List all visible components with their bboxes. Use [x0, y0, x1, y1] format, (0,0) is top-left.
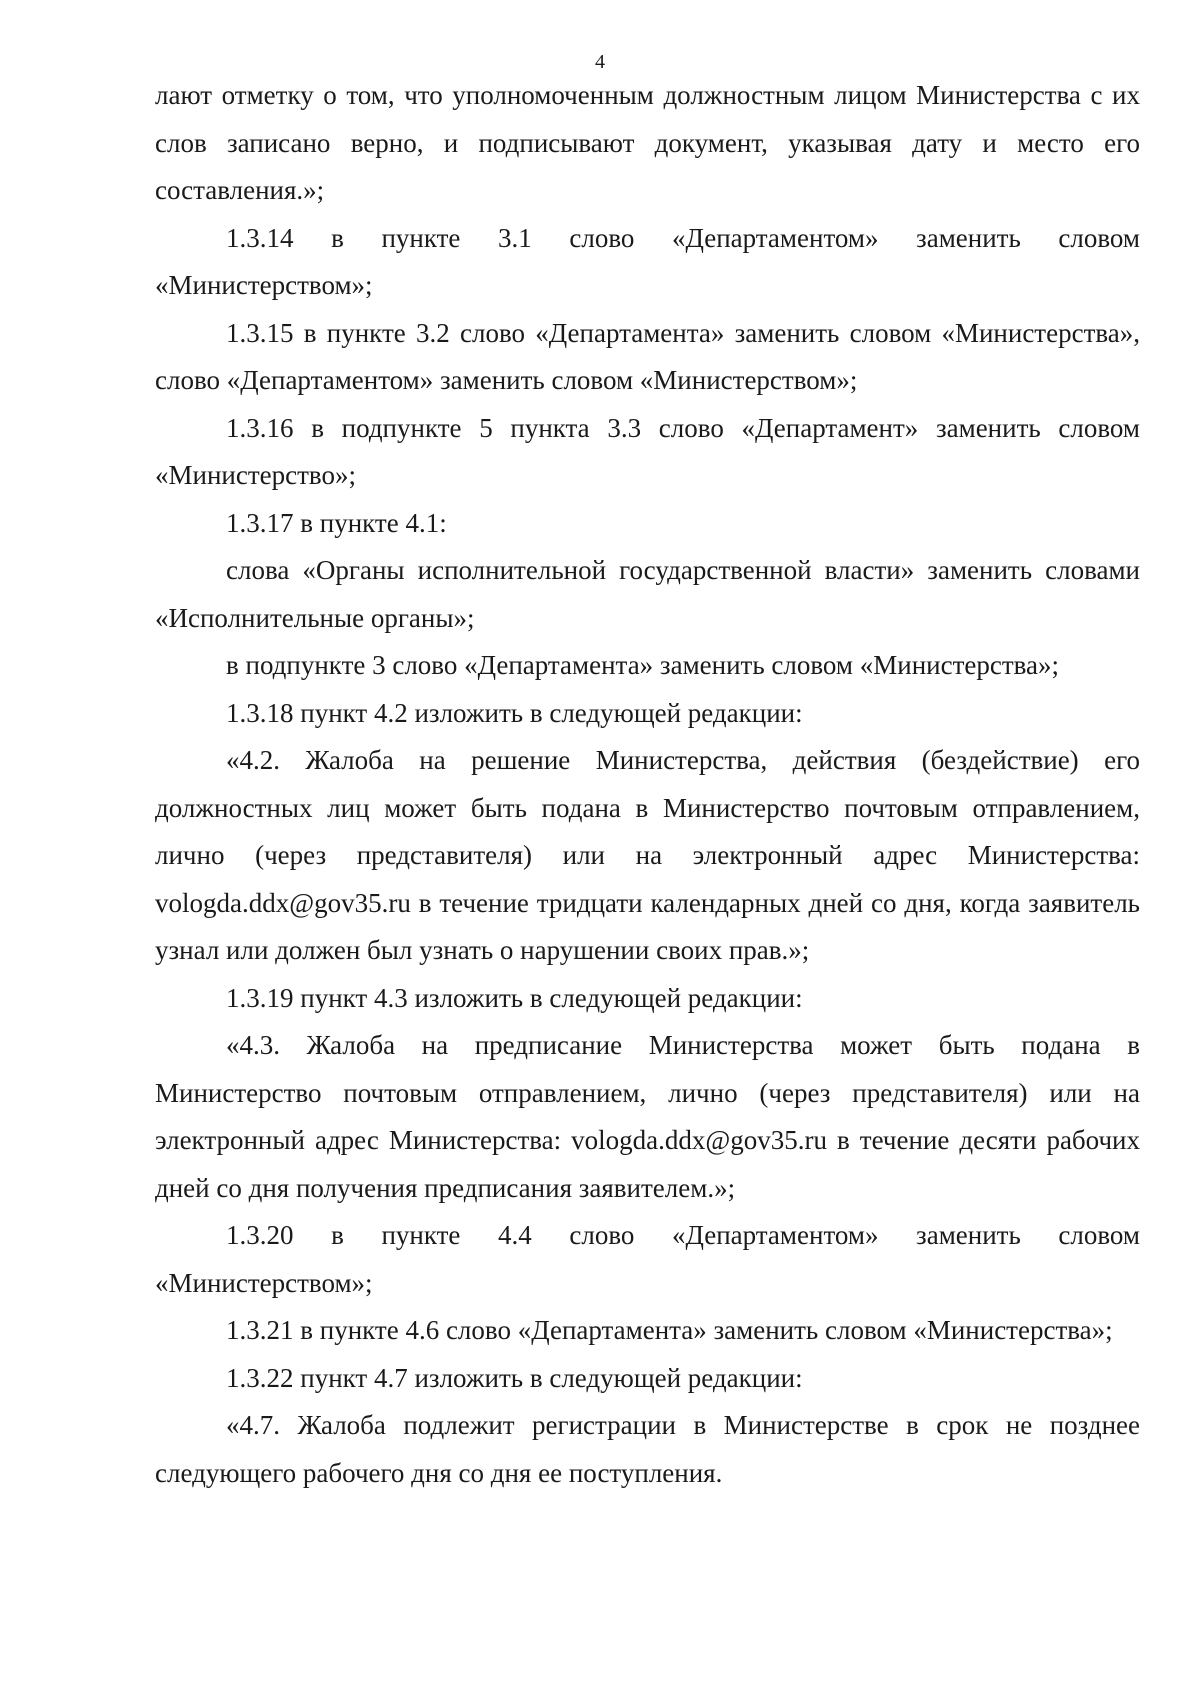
document-body — [155, 72, 1140, 1497]
paragraph-1-3-15: 1.3.15 в пункте 3.2 слово «Департамента» заменить словом «Министерства», слово «Департаментом» заменить словом «Министерством»; — [155, 317, 1140, 395]
page-number: 4 — [595, 51, 605, 73]
paragraph-1-3-16: 1.3.16 в подпункте 5 пункта 3.3 слово «Департамент» заменить словом «Министерство»; — [155, 412, 1140, 490]
paragraph-1-3-21: 1.3.21 в пункте 4.6 слово «Департамента» заменить словом «Министерства»; — [226, 1315, 1113, 1345]
paragraph-1-3-20: 1.3.20 в пункте 4.4 слово «Департаментом» заменить словом «Министерством»; — [155, 1220, 1140, 1298]
paragraph-4-2-quote: «4.2. Жалоба на решение Министерства, действия (бездействие) его должностных лиц может быть подана в Министерство почтовым отправлением, лично (через представителя) или на электронный адрес Министерства: vologda.ddx@gov35.ru в течение тридцати календарных дней со дня, когда заявитель узнал или должен был узнать о нарушении своих прав.»; — [155, 745, 1140, 965]
paragraph-1-3-18: 1.3.18 пункт 4.2 изложить в следующей редакции: — [226, 697, 803, 728]
paragraph-continuation: лают отметку о том, что уполномоченным должностным лицом Министерства с их слов записано верно, и подписывают документ, указывая дату и место его составления.»; — [155, 80, 1140, 205]
paragraph-1-3-17-subpoint-3: в подпункте 3 слово «Департамента» заменить словом «Министерства»; — [226, 650, 1060, 680]
paragraph-1-3-17: 1.3.17 в пункте 4.1: — [226, 507, 447, 538]
paragraph-1-3-19: 1.3.19 пункт 4.3 изложить в следующей редакции: — [226, 982, 803, 1013]
paragraph-1-3-22: 1.3.22 пункт 4.7 изложить в следующей редакции: — [226, 1362, 803, 1393]
paragraph-1-3-17-words: слова «Органы исполнительной государственной власти» заменить словами «Исполнительные органы»; — [155, 555, 1140, 633]
paragraph-1-3-14: 1.3.14 в пункте 3.1 слово «Департаментом» заменить словом «Министерством»; — [155, 222, 1140, 300]
paragraph-4-7-quote: «4.7. Жалоба подлежит регистрации в Министерстве в срок не позднее следующего рабочего дня со дня ее поступления. — [155, 1410, 1140, 1488]
paragraph-4-3-quote: «4.3. Жалоба на предписание Министерства может быть подана в Министерство почтовым отправлением, лично (через представителя) или на электронный адрес Министерства: vologda.ddx@gov35.ru в течение десяти рабочих дней со дня получения предписания заявителем.»; — [155, 1030, 1140, 1203]
